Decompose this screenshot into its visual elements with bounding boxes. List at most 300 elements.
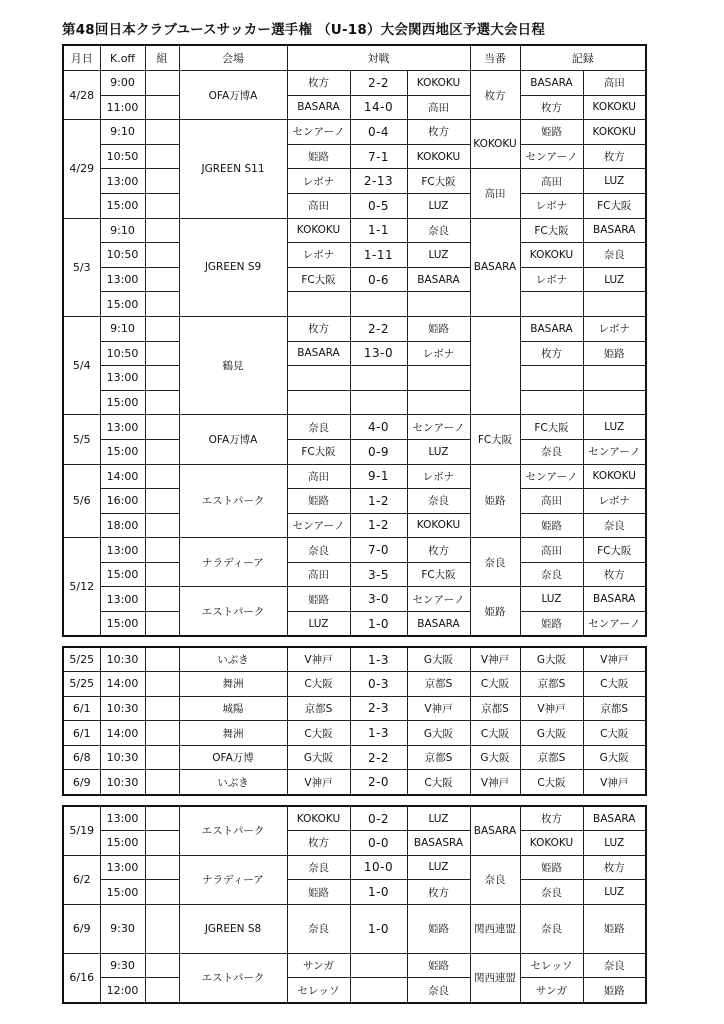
home-team: 奈良 [287,415,350,440]
record-team-1: 枚方 [520,341,583,366]
match-score: 1-1 [350,218,407,243]
home-team: 京都S [287,696,350,721]
record-team-1: 奈良 [520,904,583,953]
table-row [63,144,646,169]
table-row [63,267,646,292]
record-team-1: KOKOKU [520,831,583,856]
record-team-2: 姫路 [583,904,646,953]
kickoff-time: 13:00 [100,538,145,563]
record-team-1: 京都S [520,745,583,770]
group-cell [145,390,179,415]
match-date: 5/5 [63,415,100,464]
home-team: KOKOKU [287,806,350,831]
table-row [63,292,646,317]
duty-team: 奈良 [470,538,520,587]
table-row [63,672,646,697]
group-cell [145,267,179,292]
kickoff-time: 9:10 [100,316,145,341]
record-team-2 [583,390,646,415]
record-team-2: センアーノ [583,612,646,637]
away-team: 京都S [407,745,470,770]
duty-team: V神戸 [470,647,520,672]
match-score: 0-4 [350,120,407,145]
record-team-1: 高田 [520,538,583,563]
record-team-2: 姫路 [583,978,646,1003]
record-team-2: 高田 [583,71,646,96]
home-team: KOKOKU [287,218,350,243]
record-team-1: 姫路 [520,120,583,145]
home-team: G大阪 [287,745,350,770]
away-team: C大阪 [407,770,470,795]
group-cell [145,95,179,120]
home-team: 枚方 [287,71,350,96]
away-team [407,366,470,391]
table-row [63,366,646,391]
match-date: 5/3 [63,218,100,316]
group-cell [145,538,179,563]
table-row [63,978,646,1003]
group-cell [145,721,179,746]
record-team-1: レボナ [520,193,583,218]
match-score: 13-0 [350,341,407,366]
kickoff-time: 9:10 [100,218,145,243]
kickoff-time: 14:00 [100,721,145,746]
match-score: 7-1 [350,144,407,169]
match-score: 9-1 [350,464,407,489]
home-team: セレッソ [287,978,350,1003]
home-team [287,292,350,317]
kickoff-time: 15:00 [100,562,145,587]
group-cell [145,806,179,831]
match-score [350,953,407,978]
record-team-1: 高田 [520,489,583,514]
away-team: KOKOKU [407,144,470,169]
group-cell [145,489,179,514]
kickoff-time: 10:30 [100,745,145,770]
away-team: BASARA [407,267,470,292]
away-team: 枚方 [407,538,470,563]
record-team-2: LUZ [583,267,646,292]
record-team-2: C大阪 [583,672,646,697]
match-date: 6/9 [63,770,100,795]
record-team-2: KOKOKU [583,120,646,145]
kickoff-time: 10:50 [100,144,145,169]
record-team-1: センアーノ [520,144,583,169]
record-team-2: V神戸 [583,647,646,672]
match-score: 1-11 [350,243,407,268]
kickoff-time: 10:30 [100,647,145,672]
header-group: 組 [145,45,179,71]
match-score [350,366,407,391]
record-team-2: 枚方 [583,855,646,880]
group-cell [145,953,179,978]
header-kickoff: K.off [100,45,145,71]
home-team: FC大阪 [287,439,350,464]
away-team: FC大阪 [407,169,470,194]
match-score: 1-2 [350,489,407,514]
home-team: 姫路 [287,144,350,169]
record-team-2 [583,366,646,391]
venue: いぶき [179,647,287,672]
away-team: 奈良 [407,218,470,243]
away-team: センアーノ [407,587,470,612]
home-team [287,390,350,415]
duty-team: FC大阪 [470,415,520,464]
home-team: 姫路 [287,489,350,514]
record-team-1: V神戸 [520,696,583,721]
home-team: センアーノ [287,513,350,538]
venue: エストパーク [179,806,287,855]
away-team: G大阪 [407,721,470,746]
match-date: 6/1 [63,696,100,721]
header-row [63,45,646,71]
duty-team: 関西連盟 [470,953,520,1002]
kickoff-time: 15:00 [100,439,145,464]
table-row [63,953,646,978]
table-row [63,647,646,672]
match-score: 1-0 [350,612,407,637]
home-team: 高田 [287,562,350,587]
record-team-2: 枚方 [583,144,646,169]
match-date: 5/4 [63,316,100,414]
venue: JGREEN S9 [179,218,287,316]
match-score: 2-2 [350,71,407,96]
record-team-2: BASARA [583,806,646,831]
away-team: 姫路 [407,904,470,953]
match-score: 3-5 [350,562,407,587]
record-team-1: FC大阪 [520,415,583,440]
kickoff-time: 14:00 [100,464,145,489]
group-cell [145,464,179,489]
table-row [63,513,646,538]
home-team: レボナ [287,169,350,194]
record-team-1: 枚方 [520,95,583,120]
match-score [350,292,407,317]
duty-team: C大阪 [470,672,520,697]
match-score: 0-0 [350,831,407,856]
kickoff-time: 15:00 [100,292,145,317]
record-team-2: BASARA [583,587,646,612]
away-team: LUZ [407,243,470,268]
kickoff-time: 10:50 [100,341,145,366]
record-team-2: 奈良 [583,513,646,538]
group-cell [145,316,179,341]
kickoff-time: 9:10 [100,120,145,145]
match-score: 0-5 [350,193,407,218]
away-team: FC大阪 [407,562,470,587]
match-score [350,978,407,1003]
group-cell [145,218,179,243]
match-score: 0-3 [350,672,407,697]
match-date: 6/9 [63,904,100,953]
schedule-table-j-youth [62,646,647,796]
record-team-2: C大阪 [583,721,646,746]
away-team: LUZ [407,855,470,880]
home-team: 奈良 [287,538,350,563]
table-row [63,464,646,489]
group-cell [145,904,179,953]
record-team-2: 姫路 [583,341,646,366]
away-team: V神戸 [407,696,470,721]
record-team-1: レボナ [520,267,583,292]
kickoff-time: 13:00 [100,267,145,292]
away-team: LUZ [407,439,470,464]
venue: OFA万博A [179,415,287,464]
venue: エストパーク [179,587,287,636]
match-score [350,390,407,415]
kickoff-time: 9:30 [100,953,145,978]
away-team: KOKOKU [407,71,470,96]
duty-team: 枚方 [470,71,520,120]
match-date: 5/6 [63,464,100,538]
table-row [63,71,646,96]
match-score: 1-2 [350,513,407,538]
schedule-table-final-stage [62,805,647,1004]
record-team-1: G大阪 [520,647,583,672]
table-row [63,193,646,218]
record-team-2: KOKOKU [583,95,646,120]
away-team: KOKOKU [407,513,470,538]
kickoff-time: 15:00 [100,880,145,905]
kickoff-time: 13:00 [100,415,145,440]
record-team-1: 奈良 [520,880,583,905]
away-team: レボナ [407,464,470,489]
match-score: 10-0 [350,855,407,880]
group-cell [145,169,179,194]
venue: JGREEN S8 [179,904,287,953]
record-team-1: 枚方 [520,806,583,831]
match-date: 5/25 [63,647,100,672]
away-team: 京都S [407,672,470,697]
group-cell [145,144,179,169]
away-team: 枚方 [407,120,470,145]
home-team: BASARA [287,95,350,120]
venue: OFA万博 [179,745,287,770]
group-cell [145,71,179,96]
record-team-1: 奈良 [520,439,583,464]
group-cell [145,120,179,145]
away-team: BASARA [407,612,470,637]
away-team: 枚方 [407,880,470,905]
home-team: サンガ [287,953,350,978]
kickoff-time: 13:00 [100,587,145,612]
table-row [63,169,646,194]
table-row [63,390,646,415]
kickoff-time: 11:00 [100,95,145,120]
record-team-1 [520,390,583,415]
away-team: 奈良 [407,978,470,1003]
record-team-2: LUZ [583,831,646,856]
match-date: 6/16 [63,953,100,1002]
table-row [63,904,646,953]
table-row [63,770,646,795]
match-score: 4-0 [350,415,407,440]
group-cell [145,880,179,905]
venue: 舞洲 [179,672,287,697]
record-team-1: 奈良 [520,562,583,587]
duty-team: 奈良 [470,855,520,904]
group-cell [145,831,179,856]
record-team-2: 京都S [583,696,646,721]
home-team: C大阪 [287,672,350,697]
record-team-2: FC大阪 [583,193,646,218]
match-score: 3-0 [350,587,407,612]
away-team: 高田 [407,95,470,120]
duty-team: 姫路 [470,587,520,636]
group-cell [145,696,179,721]
table-row [63,341,646,366]
record-team-2: 奈良 [583,243,646,268]
table-row [63,439,646,464]
group-cell [145,439,179,464]
match-date: 4/29 [63,120,100,218]
record-team-1: セレッソ [520,953,583,978]
duty-team: 関西連盟 [470,904,520,953]
venue: 舞洲 [179,721,287,746]
kickoff-time: 9:00 [100,71,145,96]
kickoff-time: 12:00 [100,978,145,1003]
table-row [63,562,646,587]
header-date: 月日 [63,45,100,71]
home-team: 高田 [287,464,350,489]
home-team: 奈良 [287,855,350,880]
record-team-2: LUZ [583,880,646,905]
schedule-table-group-stage [62,44,647,637]
home-team: BASARA [287,341,350,366]
table-row [63,587,646,612]
home-team: レボナ [287,243,350,268]
record-team-1: サンガ [520,978,583,1003]
duty-team: KOKOKU [470,120,520,169]
table-row [63,855,646,880]
header-duty: 当番 [470,45,520,71]
record-team-2: V神戸 [583,770,646,795]
home-team [287,366,350,391]
away-team: BASASRA [407,831,470,856]
home-team: FC大阪 [287,267,350,292]
duty-team: 姫路 [470,464,520,538]
group-cell [145,587,179,612]
match-date: 5/19 [63,806,100,855]
record-team-1: 姫路 [520,855,583,880]
table-row [63,831,646,856]
venue: エストパーク [179,953,287,1002]
record-team-1: FC大阪 [520,218,583,243]
record-team-1: BASARA [520,71,583,96]
home-team: 姫路 [287,587,350,612]
record-team-2: LUZ [583,415,646,440]
table-row [63,721,646,746]
page-title: 第48回日本クラブユースサッカー選手権 （U-18）大会関西地区予選大会日程 [62,22,546,38]
kickoff-time: 13:00 [100,366,145,391]
kickoff-time: 16:00 [100,489,145,514]
home-team: センアーノ [287,120,350,145]
table-row [63,806,646,831]
record-team-1: 姫路 [520,513,583,538]
venue: エストパーク [179,464,287,538]
record-team-2: 奈良 [583,953,646,978]
away-team: LUZ [407,806,470,831]
match-score: 1-3 [350,647,407,672]
header-match: 対戦 [287,45,470,71]
home-team: C大阪 [287,721,350,746]
match-score: 2-2 [350,745,407,770]
table-row [63,120,646,145]
match-date: 4/28 [63,71,100,120]
record-team-2: FC大阪 [583,538,646,563]
table-row [63,415,646,440]
record-team-1: 高田 [520,169,583,194]
kickoff-time: 13:00 [100,806,145,831]
group-cell [145,855,179,880]
home-team: 高田 [287,193,350,218]
record-team-2: BASARA [583,218,646,243]
group-cell [145,978,179,1003]
duty-team: 高田 [470,169,520,218]
group-cell [145,415,179,440]
home-team: 奈良 [287,904,350,953]
record-team-1: BASARA [520,316,583,341]
table-row [63,745,646,770]
record-team-2: レボナ [583,316,646,341]
match-score: 7-0 [350,538,407,563]
match-score: 2-2 [350,316,407,341]
venue: OFA万博A [179,71,287,120]
match-score: 0-2 [350,806,407,831]
away-team: G大阪 [407,647,470,672]
kickoff-time: 15:00 [100,390,145,415]
match-score: 2-0 [350,770,407,795]
table-row [63,538,646,563]
kickoff-time: 13:00 [100,169,145,194]
match-date: 6/1 [63,721,100,746]
kickoff-time: 10:30 [100,770,145,795]
duty-team [470,316,520,414]
record-team-2: LUZ [583,169,646,194]
home-team: V神戸 [287,647,350,672]
record-team-1: G大阪 [520,721,583,746]
kickoff-time: 10:30 [100,696,145,721]
match-score: 0-9 [350,439,407,464]
match-date: 6/8 [63,745,100,770]
group-cell [145,341,179,366]
match-date: 5/25 [63,672,100,697]
match-score: 0-6 [350,267,407,292]
header-record: 記録 [520,45,646,71]
record-team-2: 枚方 [583,562,646,587]
duty-team: BASARA [470,806,520,855]
kickoff-time: 15:00 [100,612,145,637]
duty-team: BASARA [470,218,520,316]
header-venue: 会場 [179,45,287,71]
match-date: 5/12 [63,538,100,636]
record-team-2: G大阪 [583,745,646,770]
group-cell [145,672,179,697]
table-row [63,95,646,120]
duty-team: 京都S [470,696,520,721]
away-team: 奈良 [407,489,470,514]
kickoff-time: 15:00 [100,831,145,856]
duty-team: V神戸 [470,770,520,795]
kickoff-time: 14:00 [100,672,145,697]
record-team-2 [583,292,646,317]
home-team: V神戸 [287,770,350,795]
record-team-1: C大阪 [520,770,583,795]
match-date: 6/2 [63,855,100,904]
record-team-1: KOKOKU [520,243,583,268]
duty-team: G大阪 [470,745,520,770]
duty-team: C大阪 [470,721,520,746]
